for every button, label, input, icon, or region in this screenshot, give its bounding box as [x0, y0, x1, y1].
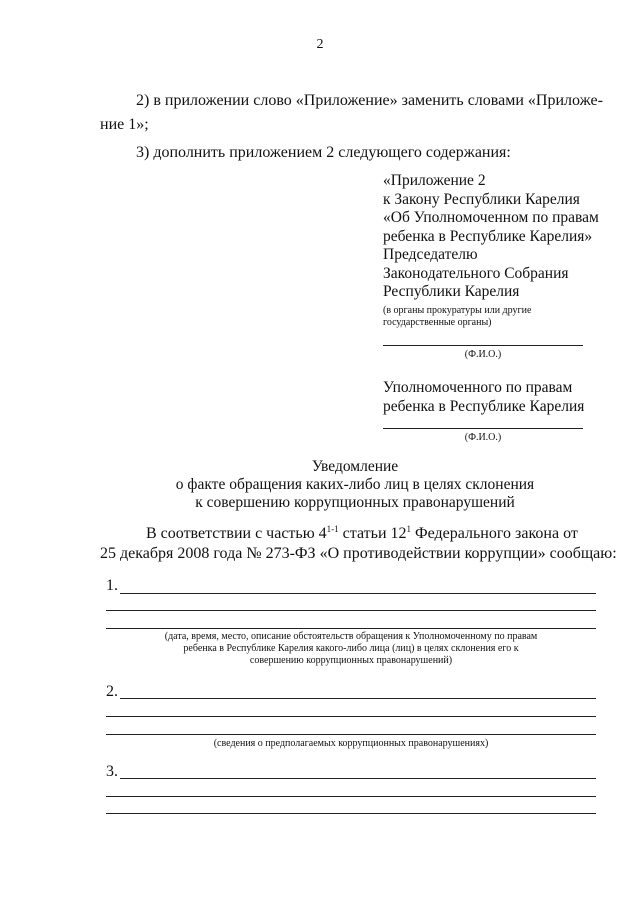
item-3-input-line-2[interactable] [106, 796, 596, 797]
item-3-input-line-1[interactable] [120, 778, 596, 779]
item-2-input-line-3[interactable] [106, 734, 596, 735]
item-1-input-line-3[interactable] [106, 628, 596, 629]
fio-caption-sender: (Ф.И.О.) [464, 432, 502, 443]
item-1-caption-line-2: ребенка в Республике Карелия какого-либо лица (лиц) в целях склонения его к [183, 643, 519, 654]
intro-superscript-b: 1 [406, 524, 411, 534]
item-2-input-line-1[interactable] [120, 698, 596, 699]
addressee-note-1: (в органы прокуратуры или другие [383, 304, 532, 316]
intro-part-c: Федерального закона от [411, 525, 578, 542]
item-2-caption: (сведения о предполагаемых коррупционных правонарушениях) [213, 738, 489, 749]
law-name-line-1: «Об Уполномоченном по правам [383, 209, 599, 226]
item-1-caption [106, 631, 596, 667]
appendix-title: «Приложение 2 [383, 172, 486, 189]
intro-part-b: статьи 12 [338, 525, 407, 542]
item-1-input-line-1[interactable] [120, 593, 596, 594]
intro-line-2: 25 декабря 2008 года № 273-ФЗ «О противодействии коррупции» сообщаю: [100, 545, 617, 562]
intro-part-a: В соответствии с частью 4 [146, 525, 327, 542]
item-1-caption-line-1: (дата, время, место, описание обстоятельств обращения к Уполномоченному по правам [164, 631, 538, 642]
law-name-line-2: ребенка в Республике Карелия» [383, 227, 593, 245]
title-line-3: к совершению коррупционных правонарушений [195, 494, 515, 511]
item-2-number: 2. [106, 683, 118, 700]
item-1-number: 1. [106, 577, 118, 594]
addressee-line-1: Председателю [383, 246, 478, 263]
notification-title [0, 458, 640, 512]
fio-line-addressee [383, 345, 583, 346]
sender-block [383, 378, 584, 416]
paragraph-2-line-2: ние 1»; [100, 116, 149, 133]
intro-line-1 [146, 525, 578, 543]
title-line-2: о факте обращения каких-либо лиц в целях склонения [175, 476, 535, 493]
item-2-input-line-2[interactable] [106, 716, 596, 717]
addressee-block [383, 172, 599, 329]
item-3-input-line-3[interactable] [106, 813, 596, 814]
sender-line-1: Уполномоченного по правам [383, 379, 573, 396]
sender-line-2: ребенка в Республике Карелия [383, 398, 585, 415]
page-number: 2 [316, 37, 324, 52]
item-3-number: 3. [106, 763, 118, 780]
item-1-input-line-2[interactable] [106, 610, 596, 611]
title-line-1: Уведомление [311, 458, 399, 475]
fio-caption-addressee: (Ф.И.О.) [464, 349, 502, 360]
fio-line-sender [383, 428, 583, 429]
addressee-line-2: Законодательного Собрания [383, 264, 569, 282]
paragraph-2-line-1: 2) в приложении слово «Приложение» заменить словами «Приложе- [136, 92, 603, 109]
intro-superscript-a: 1-1 [326, 524, 339, 534]
law-reference: к Закону Республики Карелия [383, 190, 580, 208]
addressee-line-3: Республики Карелия [383, 283, 520, 300]
paragraph-3: 3) дополнить приложением 2 следующего содержания: [136, 144, 511, 161]
item-1-caption-line-3: совершению коррупционных правонарушений) [249, 655, 453, 666]
addressee-note-2: государственные органы) [383, 316, 492, 328]
